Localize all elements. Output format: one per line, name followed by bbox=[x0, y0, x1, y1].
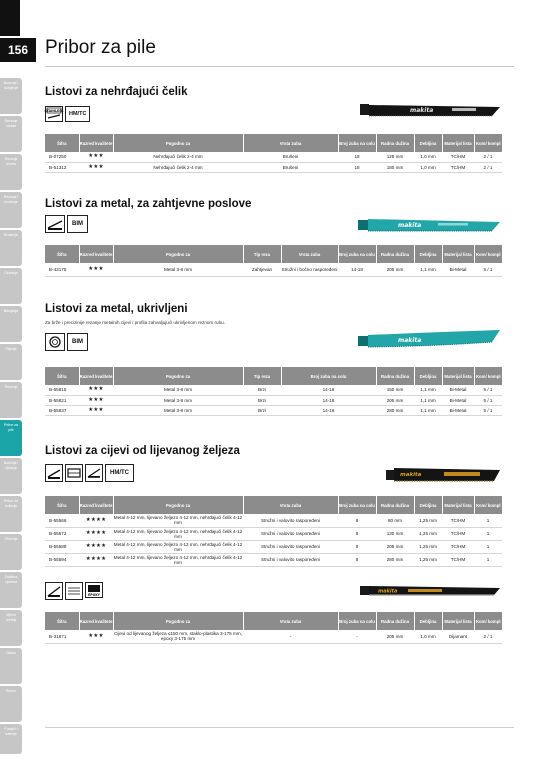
col-header: Materijal lista bbox=[442, 367, 474, 385]
col-header: Radna dužina bbox=[376, 367, 414, 385]
suitable-for: Metal 4-12 mm, lijevano željezo 4-12 mm, nehrđajući čelik 4-12 mm bbox=[113, 554, 243, 565]
material: TC/HM bbox=[442, 553, 474, 566]
table-row bbox=[45, 514, 502, 527]
sidebar-tab-label: Bušenje i vijčanje bbox=[3, 461, 19, 470]
col-header: Vrsta zuba bbox=[281, 245, 338, 263]
col-header: Kom/ kompl bbox=[474, 367, 502, 385]
sidebar-tab[interactable] bbox=[0, 572, 22, 608]
col-header: Materijal lista bbox=[442, 496, 474, 514]
product-code: B-55594 bbox=[45, 553, 79, 566]
col-header: Materijal lista bbox=[442, 245, 474, 263]
material: Bi-Metal bbox=[442, 385, 474, 395]
length: 205 mm bbox=[376, 263, 414, 276]
quality-stars: ★★★ bbox=[79, 263, 113, 276]
metal-icon bbox=[45, 464, 63, 482]
section-icons bbox=[45, 215, 88, 233]
sidebar-tab-label: Rezanje drveta bbox=[4, 157, 18, 166]
thickness: 1,0 mm bbox=[414, 152, 442, 162]
length: 80 mm bbox=[376, 514, 414, 527]
product-table bbox=[45, 367, 502, 416]
length: 280 mm bbox=[376, 405, 414, 415]
col-header: Materijal lista bbox=[442, 134, 474, 152]
table-row bbox=[45, 630, 502, 643]
length: 280 mm bbox=[376, 553, 414, 566]
length: 180 mm bbox=[376, 162, 414, 172]
sidebar-tab[interactable] bbox=[0, 192, 22, 228]
col-header: Razred kvalitete bbox=[79, 134, 113, 152]
product-table bbox=[45, 496, 502, 567]
sidebar-tab[interactable] bbox=[0, 116, 22, 152]
col-header: Šifra bbox=[45, 496, 79, 514]
suitable-for: Nehrđajući čelik 2-4 mm bbox=[113, 162, 243, 172]
col-header: Šifra bbox=[45, 612, 79, 630]
sidebar-tab[interactable] bbox=[0, 306, 22, 342]
product-code: B-55566 bbox=[45, 514, 79, 527]
table-row bbox=[45, 162, 502, 172]
product-code: B-55821 bbox=[45, 395, 79, 405]
sidebar-tab-label: Brušenje bbox=[4, 233, 18, 237]
thickness: 1,0 mm bbox=[414, 630, 442, 643]
col-header: Kom/ kompl bbox=[474, 612, 502, 630]
quantity: 5 / 1 bbox=[474, 385, 502, 395]
col-header: Razred kvalitete bbox=[79, 245, 113, 263]
col-header: Radna dužina bbox=[376, 134, 414, 152]
sidebar-tab-label: Razno bbox=[5, 689, 17, 693]
sidebar-tab-label: Ostalo bbox=[5, 651, 17, 655]
section-icons bbox=[45, 582, 103, 600]
fiberglass-icon bbox=[65, 582, 83, 600]
quality-stars: ★★★ bbox=[79, 630, 113, 643]
tpi: 8 bbox=[338, 553, 376, 566]
teeth-type: Stružni i valovito raspoređeni bbox=[243, 540, 338, 553]
col-header: Tip reza bbox=[243, 245, 281, 263]
tpi: 18 bbox=[338, 152, 376, 162]
tpi: 14-18 bbox=[338, 263, 376, 276]
blade-image-heavy-duty bbox=[358, 214, 502, 236]
section-description: Za brže i precizinije rezanje metalnih cijevi i profila zahvaljujući ukrivljenom reznom rubu. bbox=[45, 320, 225, 325]
col-header: Šifra bbox=[45, 134, 79, 152]
svg-text:makita: makita bbox=[378, 588, 398, 595]
svg-text:makita: makita bbox=[410, 107, 434, 114]
thickness: 1,0 mm bbox=[414, 162, 442, 172]
material: TC/HM bbox=[442, 514, 474, 527]
quantity: 1 bbox=[474, 514, 502, 527]
material: Bi-Metal bbox=[442, 395, 474, 405]
table-row bbox=[45, 152, 502, 162]
table-row bbox=[45, 385, 502, 395]
stainless-steel-icon bbox=[45, 106, 63, 122]
quantity: 5 / 1 bbox=[474, 395, 502, 405]
tpi: 14-18 bbox=[281, 405, 376, 415]
cut-type: Brzi bbox=[243, 395, 281, 405]
suitable-for: Metal 4-12 mm, lijevano željezo 4-12 mm, nehrđajući čelik 4-12 mm bbox=[113, 515, 243, 526]
section-title: Listovi za cijevi od lijevanog željeza bbox=[45, 445, 240, 457]
product-code: B-55837 bbox=[45, 405, 79, 415]
sidebar-tab-active[interactable] bbox=[0, 420, 22, 456]
teeth-type: Stružni i valovito raspoređeni bbox=[243, 514, 338, 527]
hm-tc-icon: HM/TC bbox=[65, 106, 90, 122]
length: 205 mm bbox=[376, 630, 414, 643]
sidebar-tab-label: Mjerni uređaji bbox=[5, 613, 17, 622]
length: 205 mm bbox=[376, 540, 414, 553]
table-row bbox=[45, 263, 502, 276]
product-code: B-31671 bbox=[45, 630, 79, 643]
quality-stars: ★★★ bbox=[79, 152, 113, 162]
sidebar-tab[interactable] bbox=[0, 268, 22, 304]
col-header: Vrsta zuba bbox=[243, 496, 338, 514]
table-row bbox=[45, 553, 502, 566]
cast-iron-pipe-icon bbox=[65, 464, 83, 482]
col-header: Broj zuba na colu bbox=[338, 245, 376, 263]
section-title: Listovi za metal, ukrivljeni bbox=[45, 303, 188, 315]
metal-icon bbox=[45, 215, 65, 233]
quality-stars: ★★★ bbox=[79, 405, 113, 415]
blade-image-cast-iron bbox=[386, 464, 502, 486]
product-code: B-51312 bbox=[45, 162, 79, 172]
product-table bbox=[45, 134, 502, 173]
sidebar-tab[interactable] bbox=[0, 344, 22, 380]
col-header: Razred kvalitete bbox=[79, 612, 113, 630]
bim-icon: BIM bbox=[67, 333, 88, 351]
cut-type: Zahtjevan bbox=[243, 263, 281, 276]
quality-stars: ★★★ bbox=[79, 395, 113, 405]
col-header: Radna dužina bbox=[376, 245, 414, 263]
svg-text:makita: makita bbox=[398, 337, 422, 344]
cut-type: Brzi bbox=[243, 385, 281, 395]
sidebar-tab-label: Pribor za pile bbox=[3, 423, 18, 432]
col-header: Debljina bbox=[414, 612, 442, 630]
col-header: Broj zuba na colu bbox=[338, 134, 376, 152]
suitable-for: Metal 4-12 mm, lijevano željezo 4-12 mm, nehrđajući čelik 4-12 mm bbox=[113, 541, 243, 552]
col-header: Vrsta zuba bbox=[243, 134, 338, 152]
col-header: Radna dužina bbox=[376, 612, 414, 630]
page-title: Pribor za pile bbox=[45, 37, 156, 58]
col-header: Kom/ kompl bbox=[474, 245, 502, 263]
length: 128 mm bbox=[376, 152, 414, 162]
suitable-for: Metal 4-12 mm, lijevano željezo 4-12 mm, nehrđajući čelik 4-12 mm bbox=[113, 528, 243, 539]
section-title: Listovi za metal, za zahtjevne poslove bbox=[45, 198, 252, 210]
quantity: 2 / 1 bbox=[474, 630, 502, 643]
quality-stars: ★★★★ bbox=[79, 527, 113, 540]
product-code: B-55588 bbox=[45, 540, 79, 553]
thickness: 1,1 mm bbox=[414, 395, 442, 405]
col-header: Debljina bbox=[414, 496, 442, 514]
table-header-row bbox=[45, 245, 502, 263]
table-header-row bbox=[45, 134, 502, 152]
col-header: Broj zuba na colu bbox=[281, 367, 376, 385]
material: TC/HM bbox=[442, 162, 474, 172]
tpi: 8 bbox=[338, 527, 376, 540]
quality-stars: ★★★★ bbox=[79, 540, 113, 553]
sidebar-tab-label: Punjači i baterije bbox=[4, 727, 18, 736]
stainless-steel-icon bbox=[85, 464, 103, 482]
tpi: - bbox=[338, 630, 376, 643]
svg-text:makita: makita bbox=[400, 472, 422, 478]
col-header: Radna dužina bbox=[376, 496, 414, 514]
col-header: Broj zuba na colu bbox=[338, 612, 376, 630]
thickness: 1,25 mm bbox=[414, 553, 442, 566]
blade-image-diamond bbox=[360, 582, 502, 600]
teeth-type: Stružni i bočno raspoređeni bbox=[281, 263, 338, 276]
product-code: B-55572 bbox=[45, 527, 79, 540]
col-header: Pogodno za bbox=[113, 496, 243, 514]
suitable-for: Metal 3-8 mm bbox=[113, 263, 243, 276]
top-corner-bar bbox=[0, 0, 20, 36]
sidebar-tab-label: Glodanje bbox=[3, 271, 18, 275]
stainless-icon-label: STAINLESS bbox=[44, 108, 64, 113]
quantity: 1 bbox=[474, 527, 502, 540]
material: Dijamant bbox=[442, 630, 474, 643]
sidebar-tab[interactable] bbox=[0, 496, 22, 532]
sidebar-tab[interactable] bbox=[0, 382, 22, 418]
col-header: Šifra bbox=[45, 367, 79, 385]
sidebar-tab-label: Pribor za bušenje bbox=[3, 499, 18, 508]
thickness: 1,25 mm bbox=[414, 514, 442, 527]
teeth-type: Stružni i valovito raspoređeni bbox=[243, 553, 338, 566]
blade-image-stainless bbox=[360, 101, 502, 121]
bim-icon: BIM bbox=[67, 215, 88, 233]
material: TC/HM bbox=[442, 527, 474, 540]
col-header: Pogodno za bbox=[113, 367, 243, 385]
table-header-row bbox=[45, 612, 502, 630]
quality-stars: ★★★ bbox=[79, 385, 113, 395]
col-header: Pogodno za bbox=[113, 612, 243, 630]
table-row bbox=[45, 405, 502, 415]
suitable-for: Metal 3-8 mm bbox=[113, 395, 243, 405]
tpi: 8 bbox=[338, 514, 376, 527]
material: Bi-Metal bbox=[442, 405, 474, 415]
table-header-row bbox=[45, 496, 502, 514]
length: 150 mm bbox=[376, 385, 414, 395]
thickness: 1,25 mm bbox=[414, 527, 442, 540]
col-header: Debljina bbox=[414, 367, 442, 385]
sidebar-tab[interactable] bbox=[0, 610, 22, 646]
product-code: B-55815 bbox=[45, 385, 79, 395]
col-header: Debljina bbox=[414, 245, 442, 263]
thickness: 1,1 mm bbox=[414, 385, 442, 395]
cut-type: Brzi bbox=[243, 405, 281, 415]
quantity: 5 / 1 bbox=[474, 405, 502, 415]
col-header: Materijal lista bbox=[442, 612, 474, 630]
suitable-for: Metal 3-8 mm bbox=[113, 405, 243, 415]
footer-divider bbox=[45, 727, 514, 728]
table-row bbox=[45, 395, 502, 405]
quality-stars: ★★★ bbox=[79, 162, 113, 172]
cast-iron-pipe-icon bbox=[45, 582, 63, 600]
blade-image-curved bbox=[358, 328, 502, 356]
col-header: Broj zuba na colu bbox=[338, 496, 376, 514]
sidebar-tab-label: Rezanje bbox=[4, 385, 18, 389]
sidebar-tab[interactable] bbox=[0, 154, 22, 190]
col-header: Debljina bbox=[414, 134, 442, 152]
material: TC/HM bbox=[442, 152, 474, 162]
quantity: 1 bbox=[474, 553, 502, 566]
quantity: 2 / 1 bbox=[474, 162, 502, 172]
teeth-type: - bbox=[243, 630, 338, 643]
col-header: Tip reza bbox=[243, 367, 281, 385]
quantity: 2 / 1 bbox=[474, 152, 502, 162]
material: Bi-Metal bbox=[442, 263, 474, 276]
quantity: 5 / 1 bbox=[474, 263, 502, 276]
col-header: Šifra bbox=[45, 245, 79, 263]
thickness: 1,1 mm bbox=[414, 405, 442, 415]
tpi: 18 bbox=[338, 162, 376, 172]
suitable-for: Metal 3-8 mm bbox=[113, 385, 243, 395]
metal-tube-icon bbox=[45, 333, 65, 351]
table-header-row bbox=[45, 367, 502, 385]
page-number: 156 bbox=[0, 38, 36, 62]
col-header: Pogodno za bbox=[113, 134, 243, 152]
sidebar-tab[interactable] bbox=[0, 724, 22, 754]
hm-tc-icon: HM/TC bbox=[105, 464, 134, 482]
col-header: Razred kvalitete bbox=[79, 367, 113, 385]
section-icons bbox=[45, 333, 88, 351]
product-code: B-43175 bbox=[45, 263, 79, 276]
thickness: 1,1 mm bbox=[414, 263, 442, 276]
suitable-for: Nehrđajući čelik 2-4 mm bbox=[113, 152, 243, 162]
sidebar-tab[interactable] bbox=[0, 458, 22, 494]
sidebar-tab[interactable] bbox=[0, 230, 22, 266]
tpi: 14-18 bbox=[281, 395, 376, 405]
sidebar-tab-label: Bušenje i dubljenje bbox=[3, 81, 19, 90]
sidebar-tab[interactable] bbox=[0, 686, 22, 722]
length: 205 mm bbox=[376, 395, 414, 405]
product-code: B-07250 bbox=[45, 152, 79, 162]
thickness: 1,25 mm bbox=[414, 540, 442, 553]
teeth-type: Stružni i valovito raspoređeni bbox=[243, 527, 338, 540]
col-header: Kom/ kompl bbox=[474, 496, 502, 514]
epoxy-icon bbox=[85, 582, 103, 598]
col-header: Kom/ kompl bbox=[474, 134, 502, 152]
sidebar-tab-label: Zaštitna oprema bbox=[4, 575, 18, 584]
section-icons bbox=[45, 464, 134, 482]
sidebar-tab-label: Oštrenje bbox=[4, 537, 18, 541]
quality-stars: ★★★★ bbox=[79, 553, 113, 566]
quality-stars: ★★★★ bbox=[79, 514, 113, 527]
sidebar-tab-label: Piljenje bbox=[5, 347, 17, 351]
col-header: Vrsta zuba bbox=[243, 612, 338, 630]
quantity: 1 bbox=[474, 540, 502, 553]
sidebar-tab-label: Blanjanje bbox=[3, 309, 19, 313]
sidebar-tab-label: Rezanje i brušenje bbox=[3, 195, 19, 204]
material: TC/HM bbox=[442, 540, 474, 553]
table-row bbox=[45, 540, 502, 553]
product-table bbox=[45, 245, 502, 277]
section-title: Listovi za nehrđajući čelik bbox=[45, 86, 188, 98]
teeth-type: Brušeni bbox=[243, 152, 338, 162]
section-icons bbox=[45, 106, 90, 122]
sidebar-tab[interactable] bbox=[0, 648, 22, 684]
length: 130 mm bbox=[376, 527, 414, 540]
suitable-for: Cijevi od lijevanog željeza ≤150 mm, staklo-plastika 3-175 mm, epoxy 3-175 mm bbox=[114, 631, 242, 642]
sidebar-tab[interactable] bbox=[0, 78, 22, 114]
sidebar-tab-label: Rezanje metala bbox=[4, 119, 18, 128]
col-header: Razred kvalitete bbox=[79, 496, 113, 514]
teeth-type: Brušeni bbox=[243, 162, 338, 172]
col-header: Pogodno za bbox=[113, 245, 243, 263]
table-row bbox=[45, 527, 502, 540]
sidebar-tab[interactable] bbox=[0, 534, 22, 570]
tpi: 8 bbox=[338, 540, 376, 553]
tpi: 14-18 bbox=[281, 385, 376, 395]
product-table bbox=[45, 612, 502, 644]
header-divider bbox=[45, 66, 514, 67]
epoxy-icon-label: EPOXY bbox=[88, 592, 100, 597]
svg-text:makita: makita bbox=[398, 222, 422, 229]
